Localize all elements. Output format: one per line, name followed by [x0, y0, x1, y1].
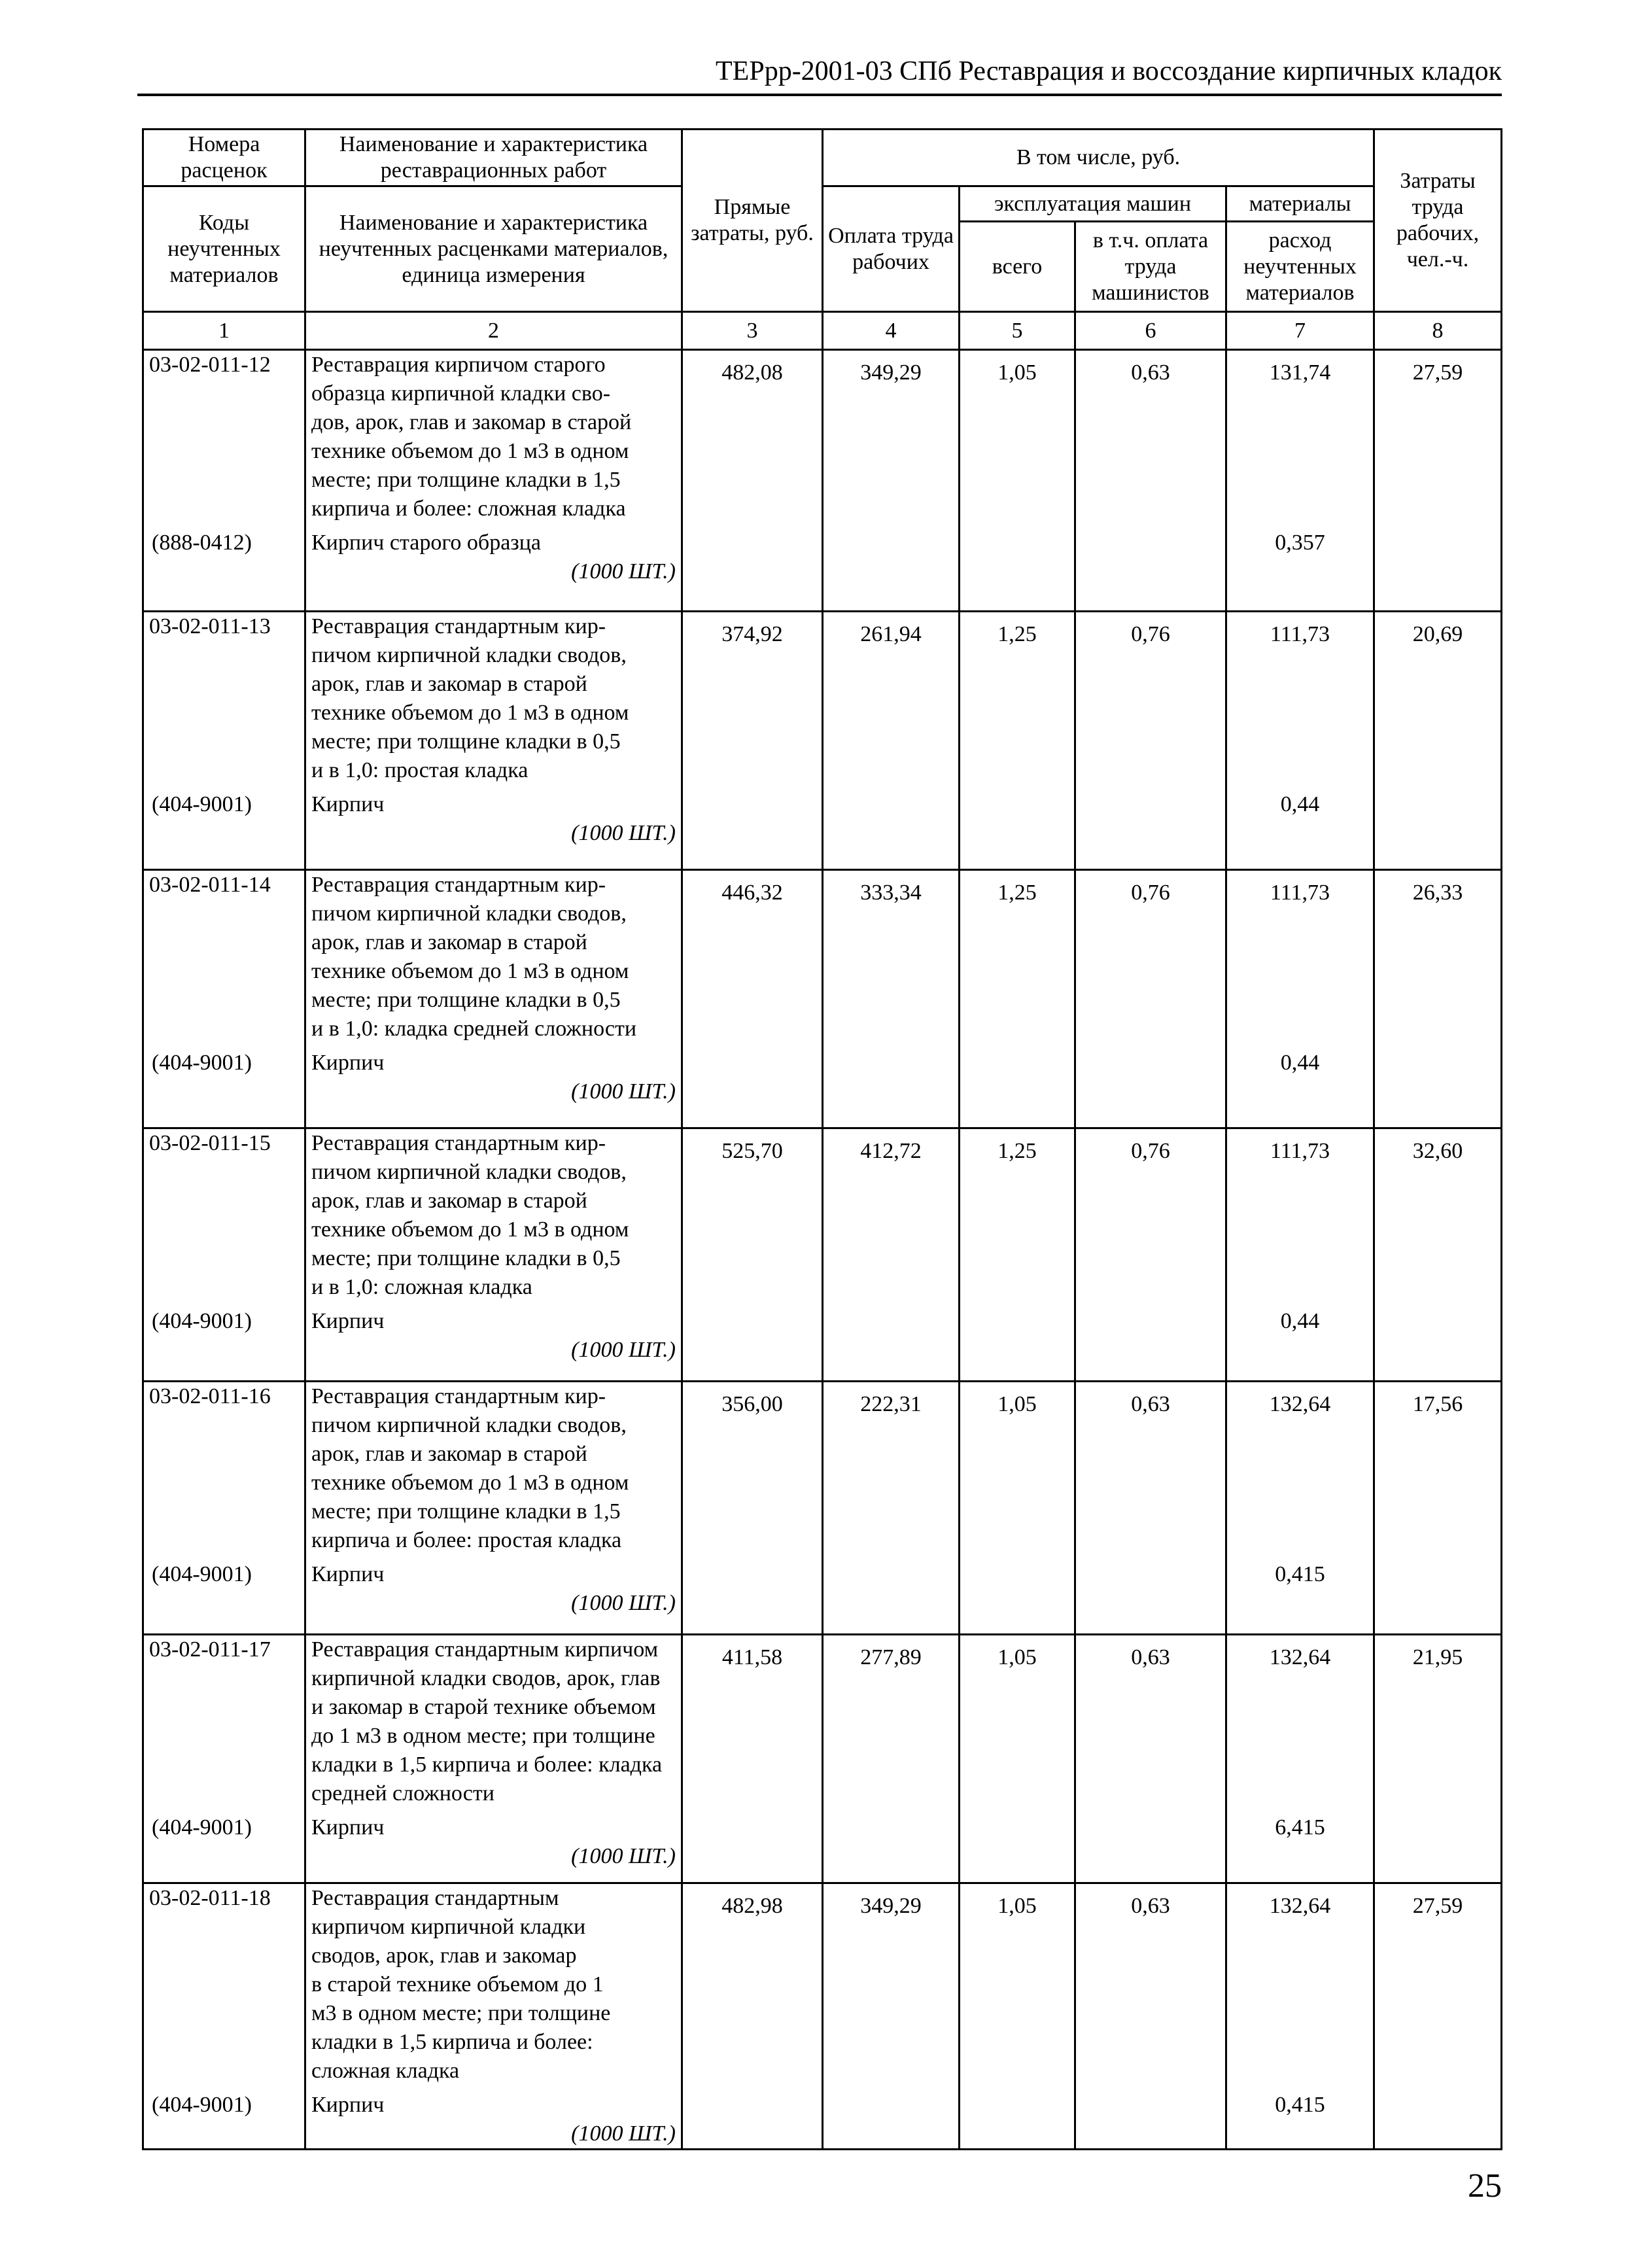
work-description-line: и закомар в старой технике объемом: [311, 1695, 656, 1719]
header-labor: Затраты труда рабочих, чел.-ч.: [1374, 130, 1502, 312]
column-number: 2: [305, 312, 682, 350]
value-labor: 27,59: [1412, 360, 1463, 385]
labor-cell: [1374, 1635, 1502, 1883]
value-materials: 111,73: [1270, 622, 1330, 646]
header-machine-operation: эксплуатация машин: [960, 186, 1226, 222]
material-unit: (1000 ШТ.): [571, 1338, 676, 1362]
materials-cell: [1226, 1382, 1374, 1635]
header-wages: Оплата труда рабочих: [823, 186, 960, 312]
column-number: 3: [682, 312, 823, 350]
header-rate-numbers: Номера расценок: [143, 130, 305, 186]
header-including: В том числе, руб.: [823, 130, 1374, 186]
work-description-line: кирпичной кладки сводов, арок, глав: [311, 1666, 661, 1690]
value-materials: 132,64: [1269, 1894, 1331, 1918]
material-name: Кирпич: [311, 792, 385, 816]
value-cell-direct: [682, 612, 823, 870]
value-machines: 1,05: [997, 360, 1037, 385]
work-description-line: Реставрация стандартным: [311, 1886, 559, 1910]
work-description-line: Реставрация стандартным кир-: [311, 614, 606, 638]
rates-table-wrap: [142, 128, 1500, 2150]
rate-code: 03-02-011-14: [149, 873, 271, 897]
value-machines: 1,05: [997, 1645, 1037, 1669]
material-name: Кирпич: [311, 1815, 385, 1840]
value-materials: 111,73: [1270, 1139, 1330, 1163]
work-description-line: арок, глав и закомар в старой: [311, 1189, 587, 1213]
value-labor: 32,60: [1412, 1139, 1463, 1163]
table-row: [143, 350, 1502, 612]
work-description-cell: [305, 1382, 682, 1635]
work-description-line: Реставрация стандартным кир-: [311, 1384, 606, 1408]
value-direct: 482,98: [721, 1894, 783, 1918]
work-description-line: кладки в 1,5 кирпича и более:: [311, 2030, 593, 2054]
value-cell-machine-wages: [1075, 870, 1226, 1128]
value-cell-wages: [823, 870, 960, 1128]
rate-code-cell: [143, 1382, 305, 1635]
rate-code: 03-02-011-16: [149, 1384, 271, 1408]
value-cell-machines: [960, 612, 1075, 870]
work-description-line: и в 1,0: сложная кладка: [311, 1275, 532, 1299]
value-cell-direct: [682, 350, 823, 612]
value-materials: 111,73: [1270, 881, 1330, 905]
header-work-name: Наименование и характеристика реставрационных работ: [305, 130, 682, 186]
material-unit: (1000 ШТ.): [571, 1844, 676, 1868]
material-quantity: 0,357: [1275, 531, 1325, 555]
work-description-cell: [305, 350, 682, 612]
work-description-line: месте; при толщине кладки в 1,5: [311, 1499, 621, 1524]
material-code: (404-9001): [152, 2093, 252, 2117]
material-unit: (1000 ШТ.): [571, 559, 676, 584]
value-machine-wages: 0,76: [1131, 1139, 1170, 1163]
work-description-cell: [305, 1883, 682, 2150]
material-quantity: 6,415: [1275, 1815, 1325, 1840]
value-materials: 131,74: [1269, 360, 1331, 385]
value-cell-wages: [823, 612, 960, 870]
work-description-line: арок, глав и закомар в старой: [311, 930, 587, 954]
materials-cell: [1226, 870, 1374, 1128]
material-unit: (1000 ШТ.): [571, 1079, 676, 1104]
value-cell-wages: [823, 1883, 960, 2150]
value-wages: 349,29: [860, 360, 922, 385]
work-description-cell: [305, 1128, 682, 1382]
materials-cell: [1226, 1883, 1374, 2150]
rate-code-cell: [143, 350, 305, 612]
work-description-line: сложная кладка: [311, 2059, 460, 2083]
work-description-line: арок, глав и закомар в старой: [311, 672, 587, 696]
labor-cell: [1374, 350, 1502, 612]
material-name: Кирпич: [311, 1051, 385, 1075]
column-number: 1: [143, 312, 305, 350]
work-description-line: технике объемом до 1 м3 в одном: [311, 959, 629, 983]
value-cell-machine-wages: [1075, 1883, 1226, 2150]
rate-code: 03-02-011-17: [149, 1637, 271, 1662]
work-description-line: Реставрация кирпичом старого: [311, 353, 606, 377]
value-labor: 26,33: [1412, 881, 1463, 905]
material-name: Кирпич: [311, 2093, 385, 2117]
materials-cell: [1226, 350, 1374, 612]
labor-cell: [1374, 1128, 1502, 1382]
table-row: [143, 870, 1502, 1128]
value-materials: 132,64: [1269, 1645, 1331, 1669]
work-description-line: технике объемом до 1 м3 в одном: [311, 439, 629, 463]
work-description-line: кирпича и более: простая кладка: [311, 1528, 622, 1552]
rate-code-cell: [143, 1128, 305, 1382]
material-code: (404-9001): [152, 1309, 252, 1333]
table-row: [143, 612, 1502, 870]
column-number: 5: [960, 312, 1075, 350]
work-description-line: пичом кирпичной кладки сводов,: [311, 643, 627, 667]
value-labor: 21,95: [1412, 1645, 1463, 1669]
value-machines: 1,25: [997, 622, 1037, 646]
header-material-name: Наименование и характеристика неучтенных расценками материалов, единица измерения: [305, 186, 682, 312]
work-description-line: месте; при толщине кладки в 0,5: [311, 729, 621, 754]
material-unit: (1000 ШТ.): [571, 821, 676, 845]
value-machine-wages: 0,76: [1131, 881, 1170, 905]
value-wages: 261,94: [860, 622, 922, 646]
work-description-line: дов, арок, глав и закомар в старой: [311, 410, 632, 434]
value-direct: 374,92: [721, 622, 783, 646]
value-direct: 356,00: [721, 1392, 783, 1416]
header-direct-costs: Прямые затраты, руб.: [682, 130, 823, 312]
material-name: Кирпич старого образца: [311, 531, 542, 555]
work-description-line: и в 1,0: кладка средней сложности: [311, 1017, 637, 1041]
material-code: (404-9001): [152, 1051, 252, 1075]
rate-code-cell: [143, 1635, 305, 1883]
value-cell-machine-wages: [1075, 1382, 1226, 1635]
table-row: [143, 1883, 1502, 2150]
value-cell-machines: [960, 1883, 1075, 2150]
rate-code: 03-02-011-15: [149, 1131, 271, 1155]
rate-code: 03-02-011-18: [149, 1886, 271, 1910]
value-machine-wages: 0,63: [1131, 1894, 1170, 1918]
work-description-cell: [305, 1635, 682, 1883]
work-description-cell: [305, 612, 682, 870]
material-code: (404-9001): [152, 792, 252, 816]
work-description-line: сводов, арок, глав и закомар: [311, 1944, 577, 1968]
table-row: [143, 1635, 1502, 1883]
value-labor: 17,56: [1412, 1392, 1463, 1416]
work-description-line: месте; при толщине кладки в 0,5: [311, 1246, 621, 1270]
material-unit: (1000 ШТ.): [571, 2121, 676, 2146]
value-direct: 411,58: [721, 1645, 783, 1669]
material-code: (404-9001): [152, 1815, 252, 1840]
work-description-line: пичом кирпичной кладки сводов,: [311, 901, 627, 926]
material-quantity: 0,44: [1280, 1051, 1320, 1075]
value-labor: 27,59: [1412, 1894, 1463, 1918]
header-machine-total: всего: [960, 222, 1075, 312]
material-quantity: 0,415: [1275, 2093, 1325, 2117]
value-materials: 132,64: [1269, 1392, 1331, 1416]
header-material-codes: Коды неучтенных материалов: [143, 186, 305, 312]
column-number: 7: [1226, 312, 1374, 350]
value-machines: 1,25: [997, 1139, 1037, 1163]
rate-code: 03-02-011-13: [149, 614, 271, 638]
value-cell-direct: [682, 1635, 823, 1883]
value-machines: 1,05: [997, 1894, 1037, 1918]
table-row: [143, 1382, 1502, 1635]
value-cell-direct: [682, 1128, 823, 1382]
work-description-line: Реставрация стандартным кирпичом: [311, 1637, 659, 1662]
value-cell-wages: [823, 1382, 960, 1635]
value-machines: 1,25: [997, 881, 1037, 905]
value-machine-wages: 0,63: [1131, 1645, 1170, 1669]
value-cell-direct: [682, 870, 823, 1128]
material-unit: (1000 ШТ.): [571, 1591, 676, 1615]
value-direct: 482,08: [721, 360, 783, 385]
work-description-line: арок, глав и закомар в старой: [311, 1442, 587, 1466]
value-cell-direct: [682, 1883, 823, 2150]
value-machine-wages: 0,63: [1131, 360, 1170, 385]
materials-cell: [1226, 612, 1374, 870]
labor-cell: [1374, 1382, 1502, 1635]
work-description-line: пичом кирпичной кладки сводов,: [311, 1160, 627, 1184]
value-machine-wages: 0,63: [1131, 1392, 1170, 1416]
header-materials: материалы: [1226, 186, 1374, 222]
work-description-line: до 1 м3 в одном месте; при толщине: [311, 1724, 655, 1748]
work-description-line: месте; при толщине кладки в 1,5: [311, 468, 621, 492]
value-wages: 222,31: [860, 1392, 922, 1416]
column-number: 4: [823, 312, 960, 350]
work-description-line: средней сложности: [311, 1781, 494, 1806]
value-cell-machine-wages: [1075, 350, 1226, 612]
work-description-line: месте; при толщине кладки в 0,5: [311, 988, 621, 1012]
value-direct: 525,70: [721, 1139, 783, 1163]
work-description-line: технике объемом до 1 м3 в одном: [311, 701, 629, 725]
material-name: Кирпич: [311, 1309, 385, 1333]
material-quantity: 0,415: [1275, 1562, 1325, 1586]
rate-code-cell: [143, 870, 305, 1128]
header-machine-wages: в т.ч. оплата труда машинистов: [1075, 222, 1226, 312]
work-description-line: кладки в 1,5 кирпича и более: кладка: [311, 1753, 663, 1777]
work-description-line: технике объемом до 1 м3 в одном: [311, 1217, 629, 1242]
value-direct: 446,32: [721, 881, 783, 905]
value-machines: 1,05: [997, 1392, 1037, 1416]
material-name: Кирпич: [311, 1562, 385, 1586]
value-cell-wages: [823, 1635, 960, 1883]
column-number: 8: [1374, 312, 1502, 350]
rate-code-cell: [143, 612, 305, 870]
value-machine-wages: 0,76: [1131, 622, 1170, 646]
work-description-line: Реставрация стандартным кир-: [311, 873, 606, 897]
column-number: 6: [1075, 312, 1226, 350]
value-labor: 20,69: [1412, 622, 1463, 646]
material-quantity: 0,44: [1280, 792, 1320, 816]
value-cell-wages: [823, 1128, 960, 1382]
labor-cell: [1374, 612, 1502, 870]
value-wages: 333,34: [860, 881, 922, 905]
rate-code: 03-02-011-12: [149, 353, 271, 377]
material-code: (888-0412): [152, 531, 252, 555]
labor-cell: [1374, 1883, 1502, 2150]
work-description-cell: [305, 870, 682, 1128]
value-wages: 277,89: [860, 1645, 922, 1669]
value-wages: 349,29: [860, 1894, 922, 1918]
work-description-line: и в 1,0: простая кладка: [311, 758, 529, 782]
value-cell-machines: [960, 1128, 1075, 1382]
labor-cell: [1374, 870, 1502, 1128]
rates-table: [142, 128, 1502, 2150]
work-description-line: кирпича и более: сложная кладка: [311, 497, 626, 521]
table-row: [143, 1128, 1502, 1382]
work-description-line: Реставрация стандартным кир-: [311, 1131, 606, 1155]
materials-cell: [1226, 1128, 1374, 1382]
work-description-line: технике объемом до 1 м3 в одном: [311, 1471, 629, 1495]
value-cell-wages: [823, 350, 960, 612]
work-description-line: пичом кирпичной кладки сводов,: [311, 1413, 627, 1437]
material-code: (404-9001): [152, 1562, 252, 1586]
value-cell-direct: [682, 1382, 823, 1635]
header-rule: [137, 94, 1502, 96]
page-number: 25: [1468, 2167, 1502, 2205]
work-description-line: в старой технике объемом до 1: [311, 1972, 604, 1997]
work-description-line: м3 в одном месте; при толщине: [311, 2001, 611, 2025]
materials-cell: [1226, 1635, 1374, 1883]
rate-code-cell: [143, 1883, 305, 2150]
work-description-line: образца кирпичной кладки сво-: [311, 381, 611, 406]
value-cell-machines: [960, 1382, 1075, 1635]
value-cell-machine-wages: [1075, 1128, 1226, 1382]
page-header: ТЕРрр-2001-03 СПб Реставрация и воссоздание кирпичных кладок: [716, 56, 1502, 86]
value-cell-machine-wages: [1075, 1635, 1226, 1883]
header-materials-consumption: расход неучтенных материалов: [1226, 222, 1374, 312]
material-quantity: 0,44: [1280, 1309, 1320, 1333]
value-cell-machine-wages: [1075, 612, 1226, 870]
value-cell-machines: [960, 1635, 1075, 1883]
value-wages: 412,72: [860, 1139, 922, 1163]
value-cell-machines: [960, 350, 1075, 612]
work-description-line: кирпичом кирпичной кладки: [311, 1915, 586, 1939]
value-cell-machines: [960, 870, 1075, 1128]
